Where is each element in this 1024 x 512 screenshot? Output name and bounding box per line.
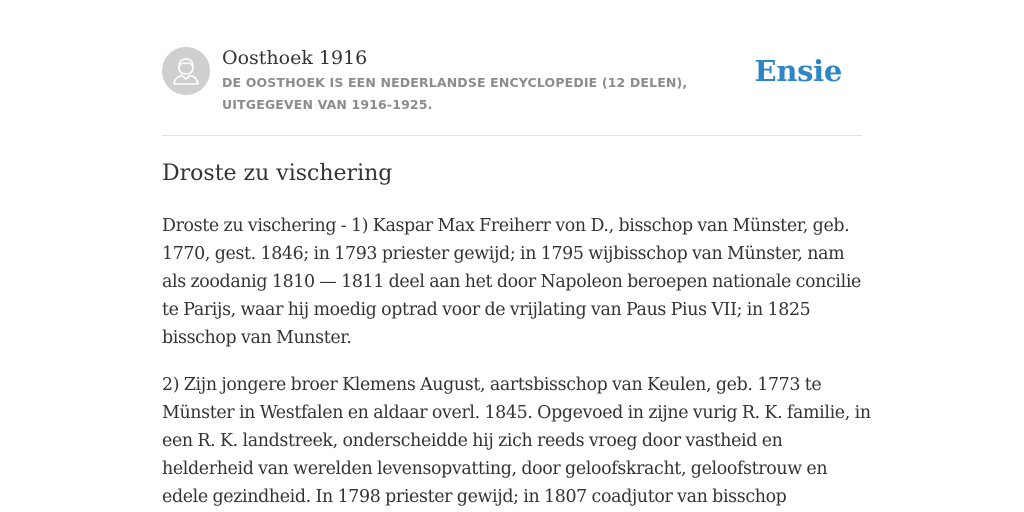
header-divider: [162, 135, 862, 136]
user-placeholder-icon: [162, 47, 210, 95]
source-description: DE OOSTHOEK IS EEN NEDERLANDSE ENCYCLOPEDIE (12 DELEN), UITGEGEVEN VAN 1916-1925.: [222, 75, 688, 112]
source-title[interactable]: Oosthoek 1916: [222, 47, 368, 69]
ensie-logo-link[interactable]: Ensie: [754, 54, 842, 88]
article-body: [162, 212, 872, 512]
article-paragraph-2: 2) Zijn jongere broer Klemens August, aartsbisschop van Keulen, geb. 1773 te Münster in Westfalen en aldaar overl. 1845. Opgevoed in zijne vurig R. K. familie, in een R. K. landstreek, onderscheidde hij zich reeds vroeg door vastheid en helderheid van werelden levensopvatting, door geloofskracht, geloofstrouw en edele gezindheid. In 1798 priester gewijd; in 1807 coadjutor van bisschop: [162, 375, 871, 507]
source-header: [162, 46, 862, 136]
article-paragraph-1: Droste zu vischering - 1) Kaspar Max Freiherr von D., bisschop van Münster, geb. 1770, gest. 1846; in 1793 priester gewijd; in 1795 wijbisschop van Münster, nam als zoodanig 1810 — 1811 deel aan het door Napoleon beroepen nationale concilie te Parijs, waar hij moedig optrad voor de vrijlating van Paus Pius VII; in 1825 bisschop van Munster.: [162, 216, 861, 348]
article-title: Droste zu vischering: [162, 161, 393, 186]
